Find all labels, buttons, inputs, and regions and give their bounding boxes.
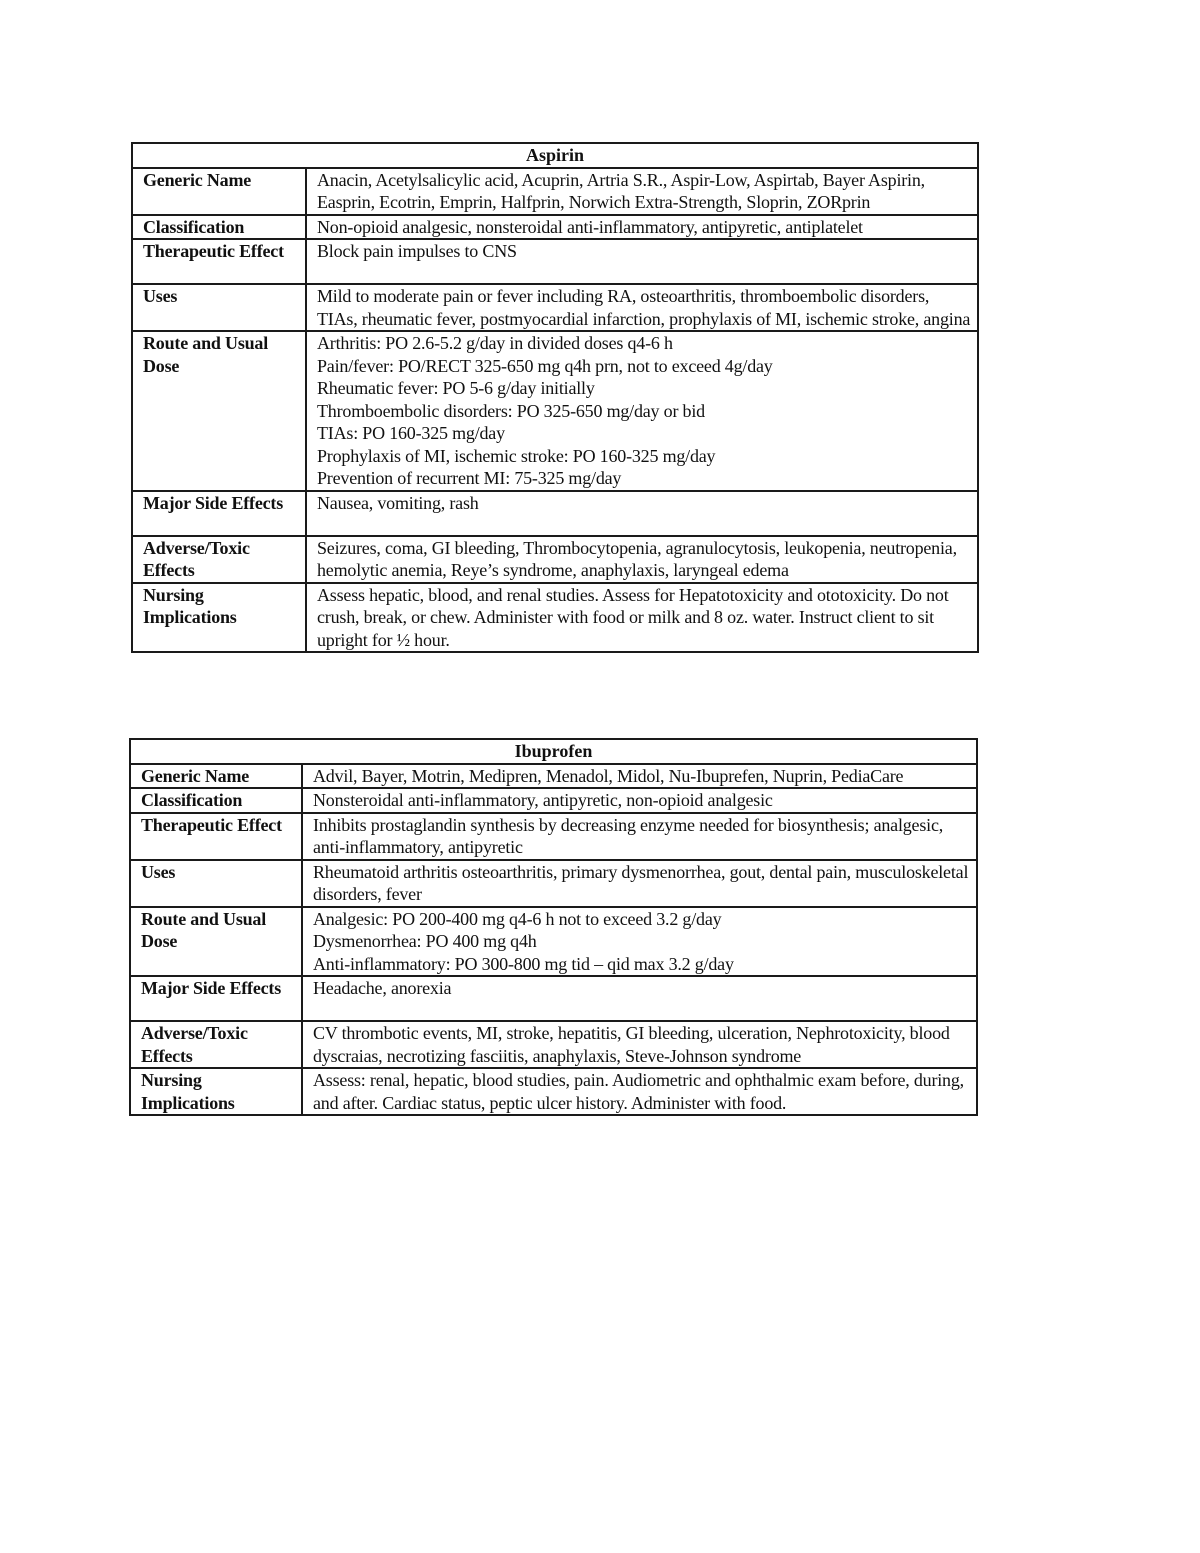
row-label: Major Side Effects	[132, 491, 306, 536]
value-line: Mild to moderate pain or fever including RA, osteoarthritis, thromboembolic disorders, TIAs, rheumatic fever, postmyocardial infarction, prophylaxis of MI, ischemic stroke, angina	[317, 286, 971, 329]
table-row	[132, 331, 978, 491]
table-row	[132, 168, 978, 215]
table-row	[132, 215, 978, 240]
table-row	[132, 491, 978, 536]
row-label: Nursing Implications	[132, 583, 306, 653]
table-row	[132, 239, 978, 284]
row-label: Generic Name	[132, 168, 306, 215]
row-value	[302, 1021, 977, 1068]
row-value	[302, 860, 977, 907]
table-row	[130, 1021, 977, 1068]
row-label: Uses	[130, 860, 302, 907]
value-line: Prophylaxis of MI, ischemic stroke: PO 160-325 mg/day	[317, 445, 716, 466]
row-label: Nursing Implications	[130, 1068, 302, 1115]
row-value	[302, 907, 977, 977]
row-value	[306, 536, 978, 583]
row-value	[302, 813, 977, 860]
value-line: Assess: renal, hepatic, blood studies, pain. Audiometric and ophthalmic exam before, during, and after. Cardiac status, peptic ulcer history. Administer with food.	[313, 1070, 964, 1113]
value-line: Inhibits prostaglandin synthesis by decreasing enzyme needed for biosynthesis; analgesic, anti-inflammatory, antipyretic	[313, 814, 944, 857]
row-label: Adverse/Toxic Effects	[132, 536, 306, 583]
table-row	[130, 813, 977, 860]
row-value	[302, 1068, 977, 1115]
table-title-row	[132, 143, 978, 168]
row-value	[302, 764, 977, 789]
table-row	[132, 284, 978, 331]
row-label: Uses	[132, 284, 306, 331]
row-label: Classification	[132, 215, 306, 240]
row-label: Route and Usual Dose	[132, 331, 306, 491]
table-row	[130, 788, 977, 813]
table-row	[132, 536, 978, 583]
value-line: TIAs: PO 160-325 mg/day	[317, 423, 505, 443]
value-line: Seizures, coma, GI bleeding, Thrombocytopenia, agranulocytosis, leukopenia, neutropenia, hemolytic anemia, Reye’s syndrome, anaphylaxis, laryngeal edema	[317, 537, 957, 580]
table-title: Aspirin	[132, 143, 978, 168]
value-line: Pain/fever: PO/RECT 325-650 mg q4h prn, not to exceed 4g/day	[317, 355, 773, 376]
row-value	[306, 284, 978, 331]
table-title-row	[130, 739, 977, 764]
row-label: Generic Name	[130, 764, 302, 789]
value-line: CV thrombotic events, MI, stroke, hepatitis, GI bleeding, ulceration, Nephrotoxicity, blood dyscraias, necrotizing fasciitis, anaphylaxis, Steve-Johnson syndrome	[313, 1023, 950, 1066]
row-value	[306, 491, 978, 536]
row-label: Route and Usual Dose	[130, 907, 302, 977]
value-line: Dysmenorrhea: PO 400 mg q4h	[313, 931, 537, 951]
table-row	[130, 976, 977, 1021]
row-label: Therapeutic Effect	[132, 239, 306, 284]
value-line: Prevention of recurrent MI: 75-325 mg/day	[317, 468, 622, 488]
row-value	[302, 976, 977, 1021]
value-line: Nonsteroidal anti-inflammatory, antipyretic, non-opioid analgesic	[313, 790, 773, 810]
value-line: Block pain impulses to CNS	[317, 241, 517, 261]
value-line: Advil, Bayer, Motrin, Medipren, Menadol, Midol, Nu-Ibuprefen, Nuprin, PediaCare	[313, 765, 904, 786]
table-row	[130, 1068, 977, 1115]
ibuprofen-table	[129, 738, 978, 1116]
row-value	[302, 788, 977, 813]
value-line: Thromboembolic disorders: PO 325-650 mg/day or bid	[317, 400, 705, 421]
value-line: Anacin, Acetylsalicylic acid, Acuprin, Artria S.R., Aspir-Low, Aspirtab, Bayer Aspirin, Easprin, Ecotrin, Emprin, Halfprin, Norwich Extra-Strength, Sloprin, ZORprin	[317, 169, 925, 212]
row-value	[306, 168, 978, 215]
row-label: Classification	[130, 788, 302, 813]
row-label: Major Side Effects	[130, 976, 302, 1021]
value-line: Arthritis: PO 2.6-5.2 g/day in divided doses q4-6 h	[317, 333, 673, 353]
aspirin-table	[131, 142, 979, 653]
value-line: Rheumatoid arthritis osteoarthritis, primary dysmenorrhea, gout, dental pain, musculoskeletal disorders, fever	[313, 861, 969, 904]
value-line: Anti-inflammatory: PO 300-800 mg tid – qid max 3.2 g/day	[313, 953, 734, 974]
table-row	[132, 583, 978, 653]
row-value	[306, 215, 978, 240]
row-value	[306, 331, 978, 491]
value-line: Analgesic: PO 200-400 mg q4-6 h not to exceed 3.2 g/day	[313, 908, 722, 929]
row-value	[306, 239, 978, 284]
value-line: Non-opioid analgesic, nonsteroidal anti-inflammatory, antipyretic, antiplatelet	[317, 216, 863, 237]
row-value	[306, 583, 978, 653]
row-label: Adverse/Toxic Effects	[130, 1021, 302, 1068]
value-line: Rheumatic fever: PO 5-6 g/day initially	[317, 378, 595, 398]
table-row	[130, 764, 977, 789]
table-row	[130, 860, 977, 907]
value-line: Nausea, vomiting, rash	[317, 492, 479, 513]
table-row	[130, 907, 977, 977]
row-label: Therapeutic Effect	[130, 813, 302, 860]
value-line: Headache, anorexia	[313, 978, 452, 998]
value-line: Assess hepatic, blood, and renal studies. Assess for Hepatotoxicity and ototoxicity. Do not crush, break, or chew. Administer with food or milk and 8 oz. water. Instruct client to sit upright for ½ hour.	[317, 584, 949, 650]
table-title: Ibuprofen	[130, 739, 977, 764]
